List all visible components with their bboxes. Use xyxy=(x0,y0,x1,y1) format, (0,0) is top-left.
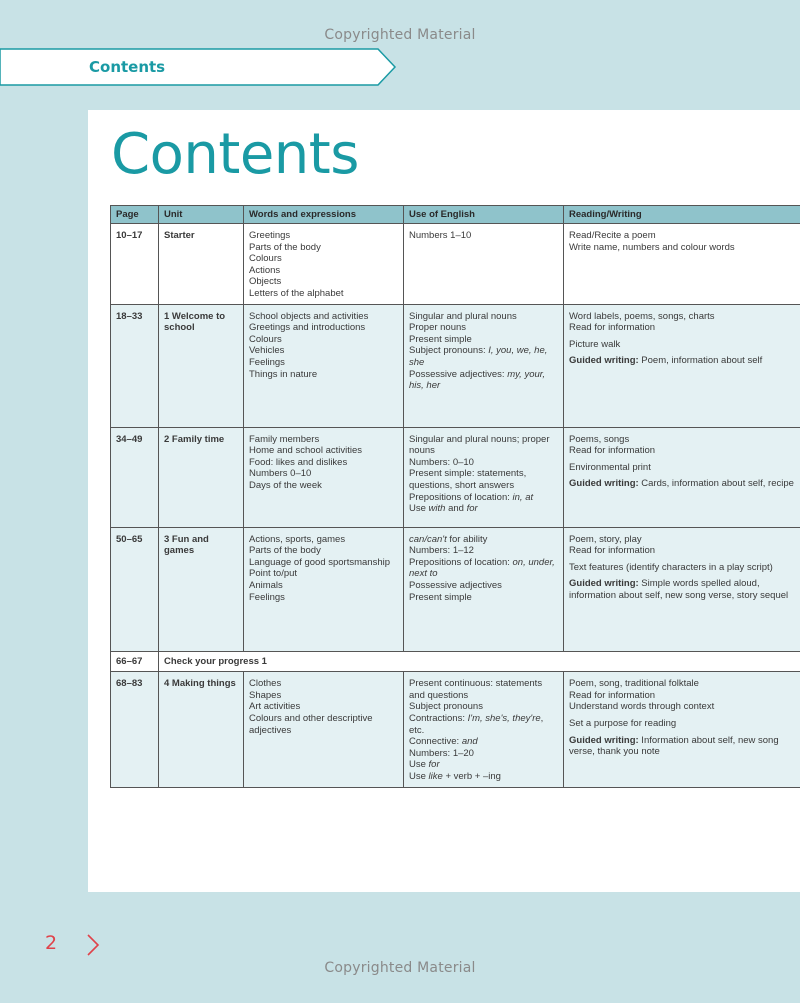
table-row xyxy=(111,304,800,427)
table-row xyxy=(111,651,800,672)
list-item: Present simple xyxy=(409,333,472,345)
table-header-row xyxy=(111,206,800,224)
list-item: Prepositions of location: on, under, next to xyxy=(409,556,555,580)
row-reading xyxy=(564,304,800,427)
list-item: Numbers: 1–20 xyxy=(409,747,474,759)
contents-table xyxy=(110,205,800,788)
list-item: Contractions: I'm, she's, they're, etc. xyxy=(409,712,544,736)
list-item: Singular and plural nouns; proper nouns xyxy=(409,433,550,457)
list-item: Use for xyxy=(409,759,440,771)
list-item: Vehicles xyxy=(249,345,285,357)
list-item: Read/Recite a poem xyxy=(569,230,656,241)
list-item: Colours xyxy=(249,253,282,265)
list-item: Parts of the body xyxy=(249,545,321,557)
list-item: Possessive adjectives xyxy=(409,579,502,591)
list-item: Set a purpose for reading xyxy=(569,717,677,729)
list-item: Guided writing: Information about self, new song verse, thank you note xyxy=(569,734,779,758)
header-words: Words and expressions xyxy=(244,206,404,224)
watermark-bottom: Copyrighted Material xyxy=(324,960,476,976)
row-words xyxy=(244,672,404,787)
row-english xyxy=(404,527,564,651)
list-item: Numbers 1–10 xyxy=(409,230,472,241)
row-english xyxy=(404,304,564,427)
list-item: Family members xyxy=(249,433,320,445)
header-page: Page xyxy=(111,206,159,224)
list-item: Word labels, poems, songs, charts xyxy=(569,310,715,322)
list-item: Possessive adjectives: my, your, his, her xyxy=(409,368,546,392)
header-unit: Unit xyxy=(159,206,244,224)
row-page: 34–49 xyxy=(111,427,159,527)
list-item: Colours xyxy=(249,333,282,345)
list-item: Home and school activities xyxy=(249,445,362,457)
list-item: Things in nature xyxy=(249,368,318,380)
list-item: Use like + verb + –ing xyxy=(409,770,501,782)
list-item: Poem, song, traditional folktale xyxy=(569,678,699,690)
list-item: Read for information xyxy=(569,445,656,457)
list-item: Prepositions of location: in, at xyxy=(409,491,534,503)
list-item: Environmental print xyxy=(569,461,651,473)
list-item: Present continuous: statements and questions xyxy=(409,678,543,701)
row-words xyxy=(244,427,404,527)
row-page: 68–83 xyxy=(111,672,159,787)
list-item: Feelings xyxy=(249,356,285,368)
row-unit: 4 Making things xyxy=(159,672,244,787)
list-item: Poem, story, play xyxy=(569,533,642,545)
row-page: 66–67 xyxy=(111,651,159,672)
page-title: Contents xyxy=(111,122,359,187)
section-tab xyxy=(0,47,400,87)
list-item: Feelings xyxy=(249,591,285,603)
list-item: Greetings xyxy=(249,230,291,241)
contents-page xyxy=(88,110,800,892)
list-item: Actions xyxy=(249,264,281,276)
list-item: Subject pronouns xyxy=(409,701,483,713)
list-item: Letters of the alphabet xyxy=(249,287,344,299)
table-row xyxy=(111,672,800,787)
table-row xyxy=(111,527,800,651)
chevron-right-icon[interactable] xyxy=(86,933,100,957)
list-item: Guided writing: Simple words spelled aloud, information about self, new song verse, story sequel xyxy=(569,578,789,601)
list-item: Guided writing: Cards, information about self, recipe xyxy=(569,478,794,490)
list-item: Numbers: 1–12 xyxy=(409,545,474,557)
list-item: can/can't for ability xyxy=(409,533,488,545)
header-english: Use of English xyxy=(404,206,564,224)
list-item: Present simple xyxy=(409,591,472,603)
row-unit: 3 Fun and games xyxy=(159,527,244,651)
list-item: Picture walk xyxy=(569,338,621,350)
watermark-top: Copyrighted Material xyxy=(324,27,476,43)
list-item: Connective: and xyxy=(409,736,478,748)
header-reading: Reading/Writing xyxy=(564,206,800,224)
list-item: Days of the week xyxy=(249,479,322,491)
list-item: Point to/put xyxy=(249,568,298,580)
row-words xyxy=(244,224,404,305)
list-item: Objects xyxy=(249,276,282,288)
list-item: Art activities xyxy=(249,701,301,713)
list-item: Proper nouns xyxy=(409,322,467,334)
row-unit: 1 Welcome to school xyxy=(159,304,244,427)
list-item: Clothes xyxy=(249,678,282,690)
list-item: Food: likes and dislikes xyxy=(249,456,348,468)
row-english xyxy=(404,224,564,305)
list-item: Poems, songs xyxy=(569,433,630,445)
row-unit: 2 Family time xyxy=(159,427,244,527)
row-english xyxy=(404,672,564,787)
row-english xyxy=(404,427,564,527)
row-unit: Check your progress 1 xyxy=(159,651,800,672)
row-words xyxy=(244,304,404,427)
list-item: Numbers: 0–10 xyxy=(409,456,474,468)
row-reading xyxy=(564,427,800,527)
list-item: Language of good sportsmanship xyxy=(249,556,391,568)
page-number: 2 xyxy=(45,932,58,954)
list-item: Parts of the body xyxy=(249,241,321,253)
row-reading xyxy=(564,224,800,305)
list-item: School objects and activities xyxy=(249,310,369,322)
row-unit: Starter xyxy=(159,224,244,305)
list-item: Numbers 0–10 xyxy=(249,468,312,480)
list-item: Animals xyxy=(249,579,283,591)
table-row xyxy=(111,224,800,305)
list-item: Actions, sports, games xyxy=(249,533,346,545)
list-item: Understand words through context xyxy=(569,701,715,713)
list-item: Shapes xyxy=(249,689,282,701)
tab-arrow-shape xyxy=(0,47,400,87)
row-reading xyxy=(564,527,800,651)
table-row xyxy=(111,427,800,527)
list-item: Present simple: statements, questions, short answers xyxy=(409,468,527,491)
tab-label: Contents xyxy=(89,58,166,76)
list-item: Greetings and introductions xyxy=(249,322,366,334)
list-item: Write name, numbers and colour words xyxy=(569,241,735,253)
row-reading xyxy=(564,672,800,787)
row-page: 10–17 xyxy=(111,224,159,305)
row-page: 18–33 xyxy=(111,304,159,427)
list-item: Subject pronouns: I, you, we, he, she xyxy=(409,345,548,368)
list-item: Read for information xyxy=(569,322,656,334)
list-item: Use with and for xyxy=(409,503,478,515)
row-page: 50–65 xyxy=(111,527,159,651)
list-item: Text features (identify characters in a play script) xyxy=(569,561,773,573)
list-item: Read for information xyxy=(569,689,656,701)
row-words xyxy=(244,527,404,651)
list-item: Read for information xyxy=(569,545,656,557)
list-item: Guided writing: Poem, information about self xyxy=(569,355,763,367)
list-item: Colours and other descriptive adjectives xyxy=(249,712,373,736)
list-item: Singular and plural nouns xyxy=(409,310,517,322)
